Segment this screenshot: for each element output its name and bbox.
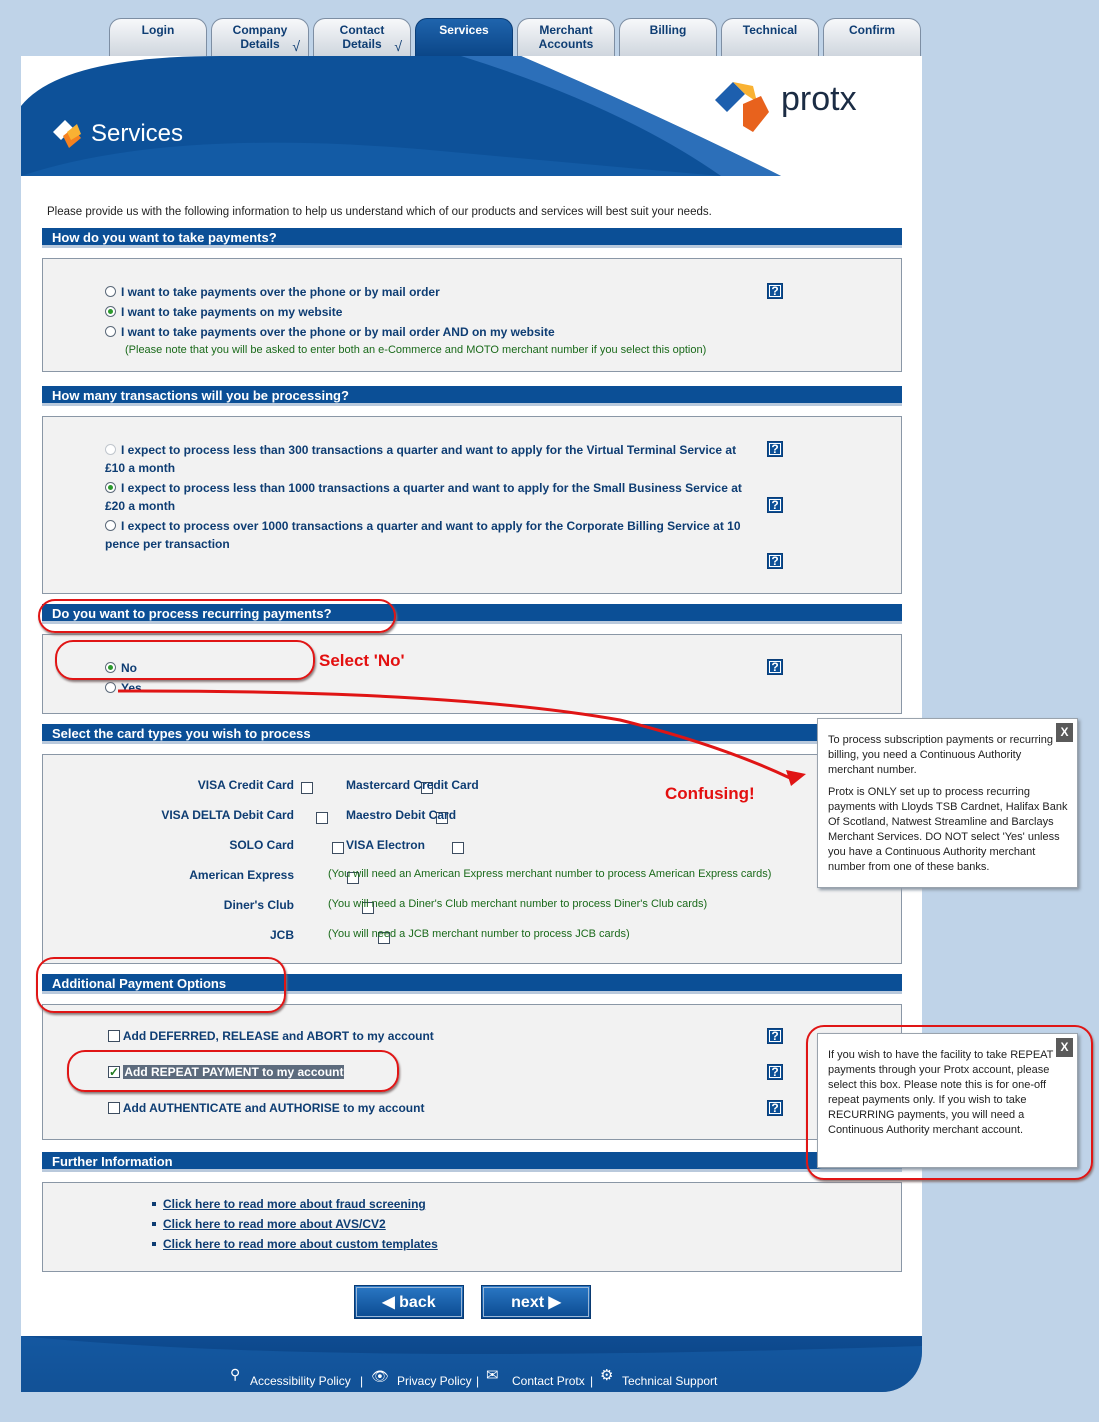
tab-label: Contact Details — [339, 23, 385, 51]
card-visa-credit-checkbox[interactable] — [301, 782, 313, 794]
card-amex-label: American Express — [189, 868, 294, 882]
tab-services[interactable] — [415, 18, 513, 56]
card-diners-label: Diner's Club — [223, 898, 294, 912]
card-diners-note: (You will need a Diner's Club merchant number to process Diner's Club cards) — [328, 898, 708, 910]
card-visa-delta-checkbox[interactable] — [316, 812, 328, 824]
radio-website[interactable] — [105, 306, 116, 317]
card-visa-electron-checkbox[interactable] — [452, 842, 464, 854]
help-recurring-icon[interactable]: ? — [767, 659, 783, 675]
card-maestro-label: Maestro Debit Card — [346, 808, 457, 822]
help-small-icon[interactable]: ? — [767, 497, 783, 513]
footer-separator: | — [476, 1374, 480, 1388]
tab-company[interactable] — [211, 18, 309, 56]
brand-name: protx — [781, 80, 857, 118]
additional-option-authenticate-label: Add AUTHENTICATE and AUTHORISE to my account — [122, 1101, 425, 1115]
arrow-left-icon: ◀ — [382, 1294, 395, 1311]
annotation-oval-recurring — [38, 599, 396, 633]
radio-corporate[interactable] — [105, 520, 116, 531]
link-custom-templates[interactable]: Click here to read more about custom templates — [163, 1237, 438, 1251]
section-additional-heading: Additional Payment Options — [42, 974, 902, 994]
payment-note: (Please note that you will be asked to enter both an e-Commerce and MOTO merchant number if you select this option) — [125, 344, 707, 356]
bullet-icon — [152, 1222, 156, 1226]
checkmark-icon: √ — [292, 38, 300, 54]
help-deferred-icon[interactable]: ? — [767, 1028, 783, 1044]
footer-accessibility-link[interactable]: Accessibility Policy — [250, 1374, 351, 1388]
next-button[interactable] — [481, 1285, 591, 1319]
radio-virtual[interactable] — [105, 444, 116, 455]
section-payments-heading: How do you want to take payments? — [42, 228, 902, 248]
transaction-option-virtual-label: I expect to process less than 300 transactions a quarter and want to apply for the Virtual Terminal Service at £10 a month — [105, 443, 737, 475]
payment-option-website-label: I want to take payments on my website — [121, 305, 343, 319]
card-visa-credit-label: VISA Credit Card — [197, 778, 294, 792]
footer-support-link[interactable]: Technical Support — [622, 1374, 718, 1388]
recurring-option-yes-label: Yes — [121, 681, 142, 695]
card-mastercard-label: Mastercard Credit Card — [346, 778, 479, 792]
checkmark-icon: √ — [394, 38, 402, 54]
services-logo-icon — [51, 118, 85, 152]
back-button[interactable] — [354, 1285, 464, 1319]
footer-separator: | — [590, 1374, 594, 1388]
back-button-label: back — [399, 1294, 436, 1311]
payment-option-phone[interactable] — [105, 283, 440, 301]
recurring-option-no-label: No — [121, 661, 137, 675]
authenticate-checkbox[interactable] — [108, 1102, 120, 1114]
annotation-oval-additional — [36, 957, 286, 1013]
link-fraud-screening[interactable]: Click here to read more about fraud screening — [163, 1197, 426, 1211]
radio-small[interactable] — [105, 482, 116, 493]
repeat-tooltip-text: If you wish to have the facility to take REPEAT payments through your Protx account, please select this box. Please note this is for one-off repeat payments only. If you wish to take RECURRING payments, you will need a Continuous Authority merchant account. — [828, 1049, 1054, 1136]
next-button-label: next — [511, 1294, 545, 1311]
tab-label: Company Details — [232, 23, 288, 51]
footer-privacy-link[interactable]: Privacy Policy — [397, 1374, 472, 1388]
tab-technical[interactable] — [721, 18, 819, 56]
help-repeat-icon[interactable]: ? — [767, 1064, 783, 1080]
envelope-icon: ✉ — [486, 1367, 499, 1384]
tooltip-close-button[interactable]: X — [1056, 1038, 1073, 1057]
tab-confirm[interactable] — [823, 18, 921, 56]
tab-label: Technical — [742, 23, 798, 37]
card-amex-note: (You will need an American Express merchant number to process American Express cards) — [328, 868, 772, 880]
transaction-option-small[interactable] — [105, 479, 750, 515]
annotation-select-no: Select 'No' — [319, 651, 405, 670]
card-solo-checkbox[interactable] — [332, 842, 344, 854]
annotation-oval-repeat — [67, 1050, 399, 1092]
section-cards-heading: Select the card types you wish to process — [42, 724, 902, 744]
link-avs-cv2[interactable]: Click here to read more about AVS/CV2 — [163, 1217, 386, 1231]
radio-yes[interactable] — [105, 682, 116, 693]
recurring-tooltip — [817, 718, 1078, 888]
card-jcb-label: JCB — [269, 928, 294, 942]
section-recurring-heading: Do you want to process recurring payments? — [42, 604, 902, 624]
additional-option-authenticate[interactable] — [108, 1099, 424, 1117]
bullet-icon — [152, 1202, 156, 1206]
page-header — [21, 56, 922, 176]
payment-option-phone-label: I want to take payments over the phone or by mail order — [121, 285, 440, 299]
payment-option-both-label: I want to take payments over the phone or by mail order AND on my website — [121, 325, 555, 339]
footer-separator: | — [360, 1374, 364, 1388]
recurring-tooltip-text-2: Protx is ONLY set up to process recurring payments with Lloyds TSB Cardnet, Halifax Bank Of Scotland, Natwest Streamline and Barclays Merchant Services. DO NOT select 'Yes' unless you have a Continuous Authority merchant number from one of these banks. — [828, 786, 1068, 873]
transaction-option-corporate-label: I expect to process over 1000 transactions a quarter and want to apply for the Corporate Billing Service at 10 pence per transaction — [105, 519, 741, 551]
protx-logo-icon — [713, 74, 785, 146]
help-corporate-icon[interactable]: ? — [767, 553, 783, 569]
card-visa-delta-label: VISA DELTA Debit Card — [161, 808, 294, 822]
bullet-icon — [152, 1242, 156, 1246]
tab-label: Services — [439, 23, 489, 37]
arrow-right-icon: ▶ — [548, 1294, 561, 1311]
card-jcb-note: (You will need a JCB merchant number to process JCB cards) — [328, 928, 630, 940]
help-payments-icon[interactable]: ? — [767, 283, 783, 299]
payment-option-both[interactable] — [105, 323, 555, 341]
annotation-oval-no — [55, 640, 315, 680]
additional-option-deferred-label: Add DEFERRED, RELEASE and ABORT to my account — [122, 1029, 434, 1043]
additional-option-repeat-label: Add REPEAT PAYMENT to my account — [124, 1065, 344, 1079]
tab-label: Billing — [649, 23, 687, 37]
tab-login[interactable] — [109, 18, 207, 56]
payment-option-website[interactable] — [105, 303, 342, 321]
tab-label: Confirm — [849, 23, 895, 37]
transaction-option-virtual[interactable] — [105, 441, 750, 477]
recurring-tooltip-text-1: To process subscription payments or recurring billing, you need a Continuous Authority merchant number. — [828, 734, 1053, 776]
tab-label: Login — [141, 23, 175, 37]
radio-phone[interactable] — [105, 286, 116, 297]
magnifier-icon: ⚲ — [230, 1366, 241, 1382]
card-visa-electron-label: VISA Electron — [346, 838, 425, 852]
card-solo-label: SOLO Card — [229, 838, 294, 852]
annotation-confusing: Confusing! — [665, 784, 755, 803]
transaction-option-corporate[interactable] — [105, 517, 750, 553]
footer-contact-link[interactable]: Contact Protx — [512, 1374, 585, 1388]
tab-contact[interactable] — [313, 18, 411, 56]
help-authenticate-icon[interactable]: ? — [767, 1100, 783, 1116]
deferred-checkbox[interactable] — [108, 1030, 120, 1042]
tooltip-close-button[interactable]: X — [1056, 723, 1073, 742]
intro-text: Please provide us with the following information to help us understand which of our products and services will best suit your needs. — [47, 206, 712, 218]
page-title: Services — [91, 120, 184, 147]
tab-merchant[interactable] — [517, 18, 615, 56]
section-further-heading: Further Information — [42, 1152, 902, 1172]
additional-option-deferred[interactable] — [108, 1027, 434, 1045]
transaction-option-small-label: I expect to process less than 1000 transactions a quarter and want to apply for the Small Business Service at £20 a month — [105, 481, 742, 513]
help-virtual-icon[interactable]: ? — [767, 441, 783, 457]
recurring-option-yes[interactable] — [105, 679, 142, 697]
section-transactions-heading: How many transactions will you be processing? — [42, 386, 902, 406]
tab-label: Merchant Accounts — [538, 23, 594, 51]
radio-both[interactable] — [105, 326, 116, 337]
annotation-oval-tooltip — [806, 1025, 1093, 1180]
tab-billing[interactable] — [619, 18, 717, 56]
gear-icon: ⚙ — [600, 1367, 614, 1384]
eye-icon: 👁 — [371, 1368, 389, 1384]
